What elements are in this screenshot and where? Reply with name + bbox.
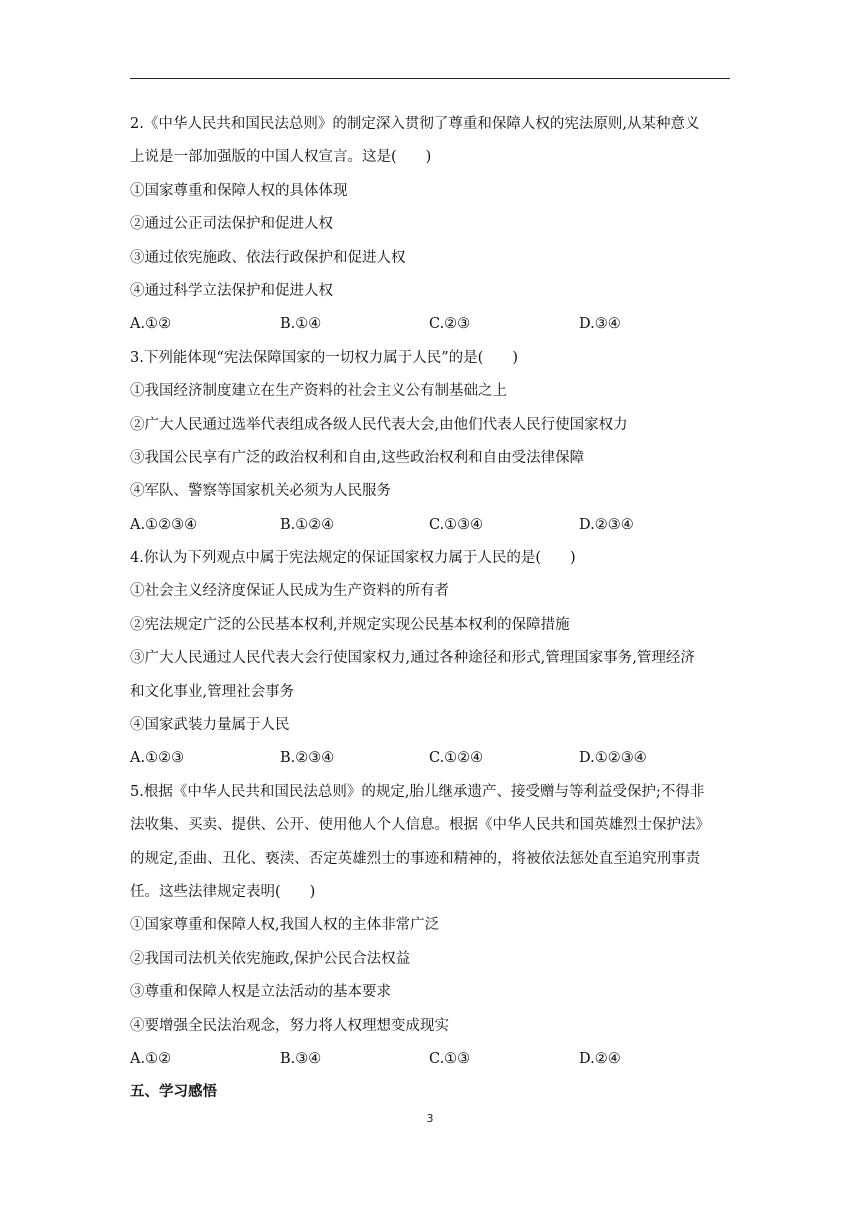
question-3-stem: 3.下列能体现“宪法保障国家的一切权力属于人民”的是( ) xyxy=(130,349,518,366)
question-3-option-d: D.②③④ xyxy=(579,516,634,533)
question-2-option-c: C.②③ xyxy=(429,316,471,333)
question-2-statement: ①国家尊重和保障人权的具体体现 xyxy=(130,182,348,199)
question-5-statement: ①国家尊重和保障人权,我国人权的主体非常广泛 xyxy=(130,917,440,934)
question-4-option-b: B.②③④ xyxy=(280,750,335,767)
question-2-stem: 2.《中华人民共和国民法总则》的制定深入贯彻了尊重和保障人权的宪法原则,从某种意义 xyxy=(130,116,700,132)
question-5-stem: 的规定,歪曲、丑化、亵渎、否定英雄烈士的事迹和精神的，将被依法惩处直至追究刑事责 xyxy=(130,850,701,867)
question-4-statement: ①社会主义经济度保证人民成为生产资料的所有者 xyxy=(130,583,449,600)
question-2-option-a: A.①② xyxy=(130,316,172,333)
question-5-options xyxy=(130,1043,740,1076)
question-4-option-d: D.①②③④ xyxy=(579,750,647,767)
question-5-statement: ④要增强全民法治观念，努力将人权理想变成现实 xyxy=(130,1017,449,1034)
question-2-options xyxy=(130,308,740,341)
question-3-option-a: A.①②③④ xyxy=(130,516,198,533)
question-5-option-c: C.①③ xyxy=(429,1050,471,1067)
question-5-option-a: A.①② xyxy=(130,1050,172,1067)
section-heading: 五、学习感悟 xyxy=(130,1084,217,1101)
question-2-statement: ④通过科学立法保护和促进人权 xyxy=(130,282,333,299)
question-3-statement: ③我国公民享有广泛的政治权利和自由,这些政治权利和自由受法律保障 xyxy=(130,449,585,466)
question-2-stem: 上说是一部加强版的中国人权宣言。这是( ) xyxy=(130,149,432,166)
question-3-options xyxy=(130,509,740,542)
question-3-option-c: C.①③④ xyxy=(429,516,484,533)
question-5-stem: 5.根据《中华人民共和国民法总则》的规定,胎儿继承遗产、接受赠与等利益受保护;不得非 xyxy=(130,783,705,800)
question-2-statement: ②通过公正司法保护和促进人权 xyxy=(130,216,333,233)
question-3-option-b: B.①②④ xyxy=(280,516,335,533)
question-5-option-b: B.③④ xyxy=(280,1050,322,1067)
question-5-stem: 法收集、买卖、提供、公开、使用他人个人信息。根据《中华人民共和国英雄烈士保护法》 xyxy=(130,817,710,834)
question-5-statement: ②我国司法机关依宪施政,保护公民合法权益 xyxy=(130,950,411,967)
document-body xyxy=(130,108,740,1110)
question-4-statement: ③广大人民通过人民代表大会行使国家权力,通过各种途径和形式,管理国家事务,管理经济 xyxy=(130,650,695,667)
question-3-statement: ①我国经济制度建立在生产资料的社会主义公有制基础之上 xyxy=(130,383,507,400)
question-4-option-a: A.①②③ xyxy=(130,750,185,767)
question-2-option-b: B.①④ xyxy=(280,316,322,333)
question-4-stem: 4.你认为下列观点中属于宪法规定的保证国家权力属于人民的是( ) xyxy=(130,550,576,567)
header-rule xyxy=(130,78,730,79)
page-number: 3 xyxy=(426,1112,434,1125)
question-4-statement: ②宪法规定广泛的公民基本权利,并规定实现公民基本权利的保障措施 xyxy=(130,616,570,633)
question-5-statement: ③尊重和保障人权是立法活动的基本要求 xyxy=(130,984,391,1001)
question-2-statement: ③通过依宪施政、依法行政保护和促进人权 xyxy=(130,249,406,266)
question-4-option-c: C.①②④ xyxy=(429,750,484,767)
question-4-options xyxy=(130,742,740,775)
question-3-statement: ②广大人民通过选举代表组成各级人民代表大会,由他们代表人民行使国家权力 xyxy=(130,416,628,433)
question-4-statement: 和文化事业,管理社会事务 xyxy=(130,683,295,700)
question-5-stem: 任。这些法律规定表明( ) xyxy=(130,883,316,900)
question-5-option-d: D.②④ xyxy=(579,1050,621,1067)
question-2-option-d: D.③④ xyxy=(579,316,621,333)
question-4-statement: ④国家武装力量属于人民 xyxy=(130,717,290,734)
question-3-statement: ④军队、警察等国家机关必须为人民服务 xyxy=(130,483,391,500)
